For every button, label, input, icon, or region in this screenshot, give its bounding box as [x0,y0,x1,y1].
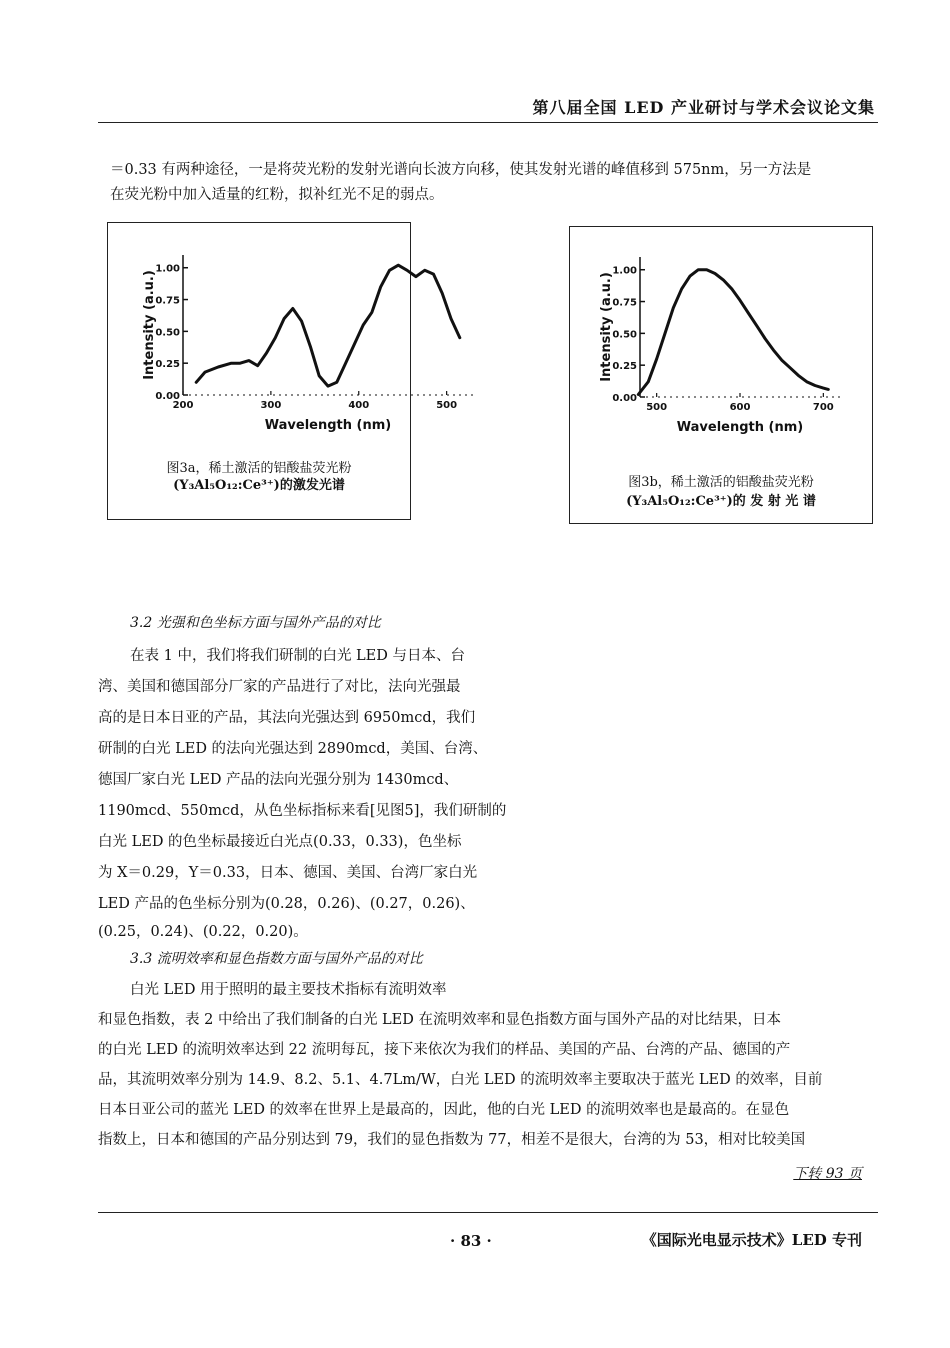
section-3-3-line: 和显色指数，表 2 中给出了我们制备的白光 LED 在流明效率和显色指数方面与国外产品的对比结果，日本 [98,1012,781,1028]
y-tick-label: 0.25 [612,361,637,373]
y-tick-label: 1.00 [155,263,180,275]
figure-3b-caption-2: (Y₃Al₅O₁₂:Ce³⁺)的 发 射 光 谱 [626,494,816,509]
section-3-2-line: LED 产品的色坐标分别为(0.28，0.26)、(0.27，0.26)、 [98,896,475,912]
section-3-2-line: 德国厂家白光 LED 产品的法向光强分别为 1430mcd、 [98,772,459,788]
section-3-2-line: 为 X＝0.29，Y＝0.33，日本、德国、美国、台湾厂家白光 [98,865,478,881]
y-axis-label: Intensity (a.u.) [142,270,157,380]
y-tick-label: 0.50 [155,327,180,339]
y-axis-label: Intensity (a.u.) [599,272,614,382]
section-3-2-line: 在表 1 中，我们将我们研制的白光 LED 与日本、台 [130,648,465,664]
y-tick-label: 0.00 [612,393,637,404]
section-3-2-line: 高的是日本日亚的产品，其法向光强达到 6950mcd，我们 [98,710,476,726]
figure-3a-chart [108,223,458,433]
figure-3b-chart [570,227,872,447]
section-3-2-line: 湾、美国和德国部分厂家的产品进行了对比，法向光强最 [98,679,461,695]
intro-line-2: 在荧光粉中加入适量的红粉，拟补红光不足的弱点。 [110,187,444,203]
header-rule [98,122,878,123]
section-3-3-line: 白光 LED 用于照明的最主要技术指标有流明效率 [130,982,447,998]
section-3-3-line: 日本日亚公司的蓝光 LED 的效率在世界上是最高的，因此，他的白光 LED 的流明效率也是最高的。在显色 [98,1102,790,1118]
section-3-2-line: 研制的白光 LED 的法向光强达到 2890mcd，美国、台湾、 [98,741,488,757]
series-line-emission [638,270,828,395]
x-tick-label: 200 [172,400,194,411]
y-tick-label: 1.00 [612,265,637,277]
section-3-2-line: (0.25，0.24)、(0.22，0.20)。 [98,924,308,940]
section-3-2-line: 1190mcd、550mcd，从色坐标指标来看[见图5]，我们研制的 [98,803,507,819]
footer-rule [98,1212,878,1213]
series-line-excitation [196,265,460,386]
continued-note: 下转 93 页 [793,1166,862,1182]
figure-3b-caption-1: 图3b，稀土激活的铝酸盐荧光粉 [628,475,814,490]
x-tick-label: 300 [260,400,282,411]
x-tick-label: 500 [646,402,668,413]
section-3-3-title: 3.3 流明效率和显色指数方面与国外产品的对比 [130,951,423,967]
y-tick-label: 0.75 [155,295,180,307]
section-3-2-title: 3.2 光强和色坐标方面与国外产品的对比 [130,615,381,631]
figure-3b-box [569,226,873,524]
page-number: · 83 · [450,1232,492,1250]
x-tick-label: 700 [812,402,834,413]
x-tick-label: 500 [436,400,458,411]
section-3-3-line: 的白光 LED 的流明效率达到 22 流明每瓦，接下来依次为我们的样品、美国的产品、台湾的产品、德国的产 [98,1042,791,1058]
y-tick-label: 0.50 [612,329,637,341]
x-axis-label: Wavelength (nm) [676,420,804,435]
figure-3a-caption-1: 图3a，稀土激活的铝酸盐荧光粉 [166,461,352,476]
running-header: 第八届全国 LED 产业研讨与学术会议论文集 [532,98,875,117]
section-3-3-line: 品，其流明效率分别为 14.9、8.2、5.1、4.7Lm/W，白光 LED 的流明效率主要取决于蓝光 LED 的效率，目前 [98,1072,823,1088]
y-tick-label: 0.00 [155,391,180,402]
figure-3a-box [107,222,458,520]
section-3-3-line: 指数上，日本和德国的产品分别达到 79，我们的显色指数为 77，相差不是很大，台湾的为 53，相对比较美国 [98,1132,806,1148]
x-tick-label: 600 [729,402,751,413]
figure-3a-caption-2: (Y₃Al₅O₁₂:Ce³⁺)的激发光谱 [173,478,345,493]
section-3-2-line: 白光 LED 的色坐标最接近白光点(0.33，0.33)，色坐标 [98,834,462,850]
x-axis-label: Wavelength (nm) [264,418,392,433]
journal-title: 《国际光电显示技术》LED 专刊 [641,1231,862,1249]
intro-line-1: ＝0.33 有两种途径，一是将荧光粉的发射光谱向长波方向移，使其发射光谱的峰值移到 575nm，另一方法是 [110,162,812,178]
x-tick-label: 400 [348,400,370,411]
y-tick-label: 0.75 [612,297,637,309]
y-tick-label: 0.25 [155,359,180,371]
